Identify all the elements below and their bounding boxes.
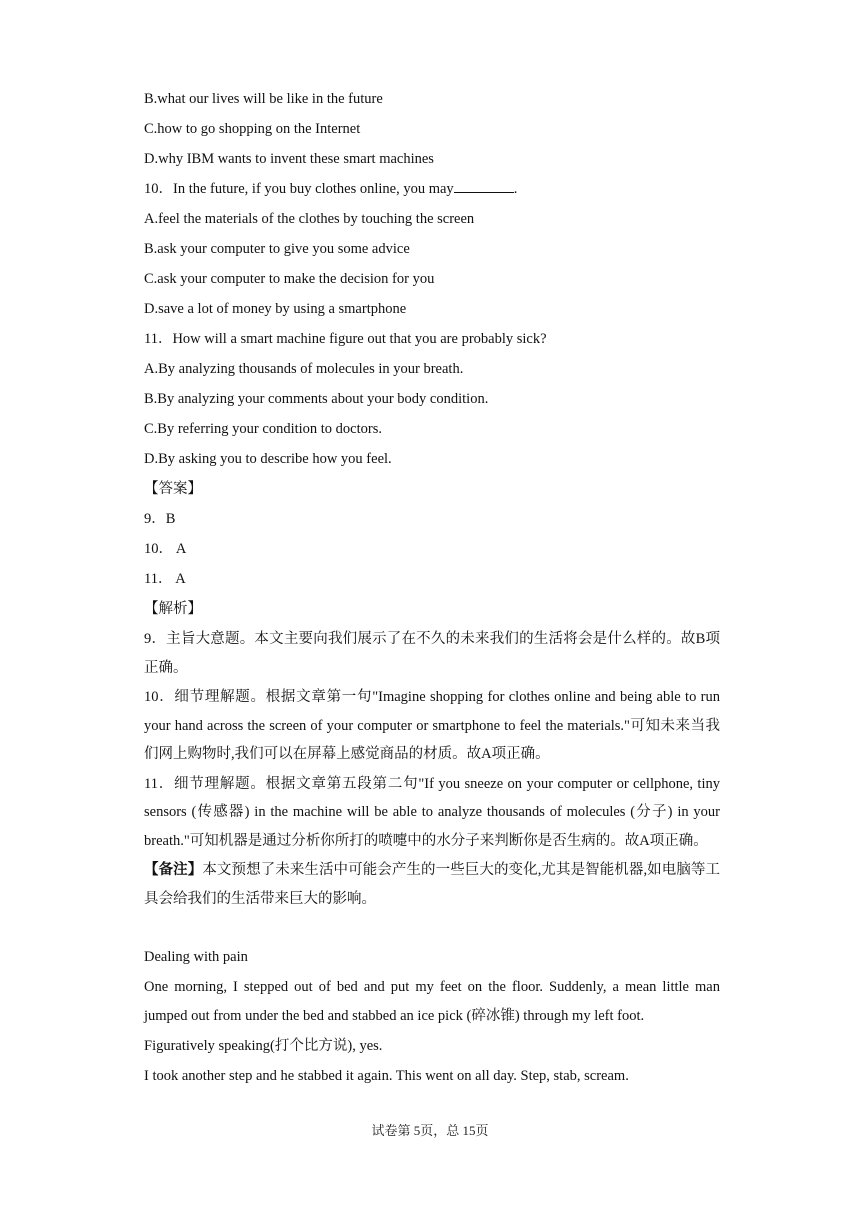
option-9c: C.how to go shopping on the Internet <box>144 121 361 137</box>
answer-header: 【答案】 <box>144 481 202 497</box>
question-10-text: 10．In the future, if you buy clothes online, you may <box>144 181 454 197</box>
option-9d: D.why IBM wants to invent these smart machines <box>144 151 434 167</box>
option-11d: D.By asking you to describe how you feel. <box>144 451 392 467</box>
explanation-9: 9．主旨大意题。本文主要向我们展示了在不久的未来我们的生活将会是什么样的。故B项正确。 <box>144 631 720 676</box>
passage-paragraph-2: Figuratively speaking(打个比方说), yes. <box>144 1038 383 1054</box>
option-10d: D.save a lot of money by using a smartphone <box>144 301 407 317</box>
option-11a: A.By analyzing thousands of molecules in your breath. <box>144 361 464 377</box>
option-11b: B.By analyzing your comments about your body condition. <box>144 391 489 407</box>
option-10b: B.ask your computer to give you some advice <box>144 241 410 257</box>
passage-paragraph-1: One morning, I stepped out of bed and put my feet on the floor. Suddenly, a mean little man jumped out from under the bed and stabbed an ice pick (碎冰锥) through my left foot. <box>144 979 720 1024</box>
answer-11: 11． A <box>144 571 186 587</box>
page-footer: 试卷第 5页，总 15页 <box>371 1123 489 1138</box>
answer-blank <box>454 178 514 193</box>
option-10a: A.feel the materials of the clothes by touching the screen <box>144 211 475 227</box>
explanation-11: 11．细节理解题。根据文章第五段第二句"If you sneeze on your computer or cellphone, tiny sensors (传感器) in the machine will be able to analyze thousands of molecules (分子) in your breath."可知机器是通过分析你所打的喷嚏中的水分子来判断你是否生病的。故A项正确。 <box>144 775 720 849</box>
passage-title: Dealing with pain <box>144 949 248 965</box>
question-11: 11．How will a smart machine figure out that you are probably sick? <box>144 331 547 347</box>
note-header: 【备注】 <box>144 862 203 878</box>
question-10 <box>144 174 720 204</box>
option-9b: B.what our lives will be like in the future <box>144 91 383 107</box>
page-content <box>144 84 720 1091</box>
question-10-end: . <box>513 181 518 197</box>
note-text: 本文预想了未来生活中可能会产生的一些巨大的变化,尤其是智能机器,如电脑等工具会给我们的生活带来巨大的影响。 <box>144 862 720 907</box>
passage-paragraph-3: I took another step and he stabbed it again. This went on all day. Step, stab, scream. <box>144 1068 629 1084</box>
option-11c: C.By referring your condition to doctors. <box>144 421 382 437</box>
explanation-10: 10．细节理解题。根据文章第一句"Imagine shopping for clothes online and being able to run your hand across the screen of your computer or smartphone to feel the materials."可知未来当我们网上购物时,我们可以在屏幕上感觉商品的材质。故A项正确。 <box>144 689 720 762</box>
analysis-header: 【解析】 <box>144 601 202 617</box>
answer-10: 10． A <box>144 541 187 557</box>
answer-9: 9．B <box>144 511 176 527</box>
spacer <box>144 914 720 942</box>
note <box>144 856 720 913</box>
option-10c: C.ask your computer to make the decision for you <box>144 271 435 287</box>
